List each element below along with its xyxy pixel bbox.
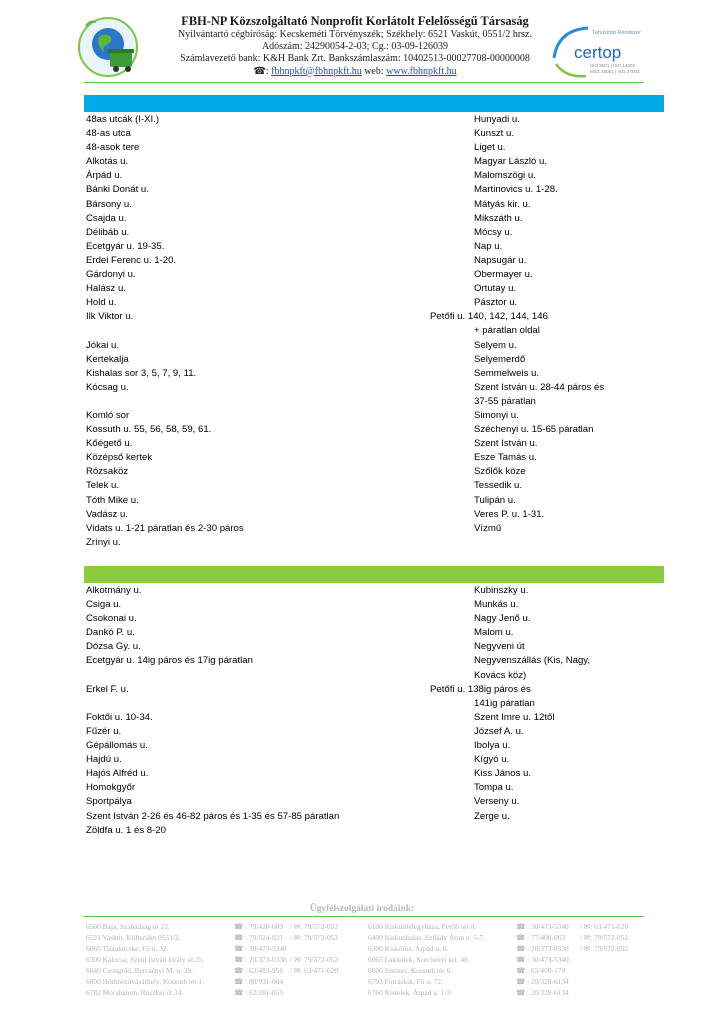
office-phone: ☎ : 77/400-063 [516,933,566,942]
street-left: Csokonai u. [86,613,137,625]
street-left: Középső kertek [86,452,153,464]
street-right: Pásztor u. [474,297,518,309]
office-row [86,965,646,976]
office-phone: ☎ : 30/473-5340 [516,922,569,931]
cert-iso-line-2: MSZ 28001 | ISO 27001 [590,69,640,74]
office-row [86,976,646,987]
street-left: Homokgyőr [86,782,136,794]
office-phone: ☎ : 80/931-004 [234,977,284,986]
street-left: Kőégető u. [86,438,133,450]
header-divider [84,82,644,83]
section-bar-blue [84,95,664,112]
street-right: Kunszt u. [474,128,514,140]
office-phone: ☎ : 30/473-5340 [234,944,287,953]
street-left: Kertekalja [86,353,129,365]
street-right: Obermayer u. [474,269,533,281]
table-row [86,183,666,197]
office-address: 6300 Kalocsa, Szent István király út 35. [86,955,205,964]
table-row [86,310,666,324]
table-row [86,612,666,626]
street-left: Gárdonyi u. [86,269,136,281]
tax-line: Adószám: 24290054-2-03; Cg.: 03-09-126039 [261,41,449,53]
street-right: Negyveni út [474,641,525,653]
table-row [86,824,666,838]
street-left: Szent István 2-26 és 46-82 páros és 1-35 és 57-85 páratlan [86,810,340,822]
office-address: 6500 Baja, Szabadság út 22. [86,922,170,931]
street-right: Martinovics u. 1-28. [474,184,558,196]
table-row [86,781,666,795]
street-right: 141ig páratlan [474,697,535,709]
street-right: Selyemerdő [474,353,526,365]
street-right: Szent István u. [474,438,538,450]
street-left: Rózsaköz [86,466,129,478]
street-left: Sportpálya [86,796,132,808]
table-row [86,282,666,296]
street-left: Alkotás u. [86,156,129,168]
office-address: 6800 Hódmezővásárhely, Kossuth tér 1. [86,977,205,986]
office-row [86,954,646,965]
street-left: Délibáb u. [86,226,130,238]
table-row [86,795,666,809]
office-address: 6300 Kiskőrös, Árpád u. 8. [368,944,449,953]
office-address: 6065 Lakitelek, Széchenyi krt. 48. [368,955,470,964]
street-left: Kishalas sor 3, 5, 7, 9, 11. [86,367,197,379]
office-phone: ☎ : 20/373-0338 [516,944,569,953]
table-row [86,626,666,640]
street-right: Tompa u. [474,782,514,794]
cert-name-text: certop [574,43,622,62]
table-row [86,451,666,465]
table-row [86,226,666,240]
street-left: Csajda u. [86,212,127,224]
table-row [86,598,666,612]
table-row [86,479,666,493]
table-row [86,324,666,338]
office-address: 6521 Vaskút, Külterület 0551/2. [86,933,181,942]
street-left: Vadász u. [86,508,128,520]
street-right: Nap u. [474,240,503,252]
office-fax: / ✉: 79/572-052 [580,933,629,942]
table-row [86,127,666,141]
table-row [86,155,666,169]
street-right: Malomszögi u. [474,170,536,182]
table-row [86,169,666,183]
street-right: Verseny u. [474,796,520,808]
table-row [86,711,666,725]
office-phone: ☎ : 63/400-179 [516,966,566,975]
street-left: Komló sor [86,409,130,421]
street-left: Fűzér u. [86,725,122,737]
office-phone: ☎ : 63/483-956 [234,966,284,975]
office-table [86,921,646,998]
street-right: Széchenyi u. 15-65 páratlan [474,424,594,436]
table-row [86,381,666,395]
table-row [86,697,666,711]
street-left: Tóth Mike u. [86,494,139,506]
street-left: Kossuth u. 55, 56, 58, 59, 61. [86,424,212,436]
table-row [86,669,666,683]
office-row [86,921,646,932]
office-address: 6600 Szentes, Kossuth tér 6. [368,966,453,975]
company-logo [76,14,156,80]
street-right: Semmelweis u. [474,367,540,379]
office-row [86,987,646,998]
street-right: Kovács köz) [474,669,527,681]
street-right: Vízmű [474,522,502,534]
street-left: Kócsag u. [86,381,129,393]
contact-line [160,66,550,78]
street-list-green [86,584,666,838]
office-fax: / ✉: 63/471-620 [290,966,339,975]
table-row [86,753,666,767]
table-row [86,522,666,536]
certop-logo [550,24,646,80]
table-row [86,409,666,423]
street-right: Napsugár u. [474,254,527,266]
street-right: Munkás u. [474,599,519,611]
street-right: Simonyi u. [474,409,519,421]
company-name: FBH-NP Közszolgáltató Nonprofit Korlátolt Felelősségű Társaság [181,14,529,28]
street-right: Mátyás kir. u. [474,198,531,210]
street-right: Petőfi u. 138ig páros és [430,683,531,695]
street-right: Zerge u. [474,810,510,822]
street-left: Vidats u. 1-21 páratlan és 2-30 páros [86,522,244,534]
street-left: Foktői u. 10-34. [86,711,153,723]
footer-title: Ügyfélszolgálati irodáink: [309,904,415,914]
office-row [86,932,646,943]
street-left: Dankó P. u. [86,627,135,639]
street-right: József A. u. [474,725,524,737]
table-row [86,113,666,127]
street-left: Zöldfa u. 1 és 8-20 [86,824,166,836]
table-row [86,654,666,668]
street-left: Bársony u. [86,198,132,210]
street-left: Hajdú u. [86,754,122,766]
street-right: + páratlan oldal [474,325,540,337]
office-address: 6782 Mórahalom, Röszkei út 34. [86,988,184,997]
cert-small-text: Tanúsított Rendszer [592,30,641,36]
office-phone: ☎ : 62/281-055 [234,988,284,997]
street-left: Árpád u. [86,170,123,182]
web-link[interactable]: www.fbhnpkft.hu [386,65,457,77]
street-right: Negyvenszállás (Kis, Nagy, [474,655,591,667]
table-row [86,584,666,598]
street-right: Selyem u. [474,339,517,351]
table-row [86,810,666,824]
street-right: Kígyó u. [474,754,510,766]
street-left: Dózsa Gy. u. [86,641,141,653]
table-row [86,508,666,522]
street-right: Tulipán u. [474,494,516,506]
office-fax: / ✉: 79/572-052 [290,955,339,964]
street-right: Kiss János u. [474,768,532,780]
office-phone: ☎ : 20/328-6134 [516,977,569,986]
table-row [86,423,666,437]
street-left: Hajós Alfréd u. [86,768,149,780]
table-row [86,296,666,310]
street-left: 48-asok tere [86,142,140,154]
table-row [86,339,666,353]
table-row [86,395,666,409]
table-row [86,268,666,282]
street-left: Ecetgyár u. 14ig páros és 17ig páratlan [86,655,253,667]
table-row [86,494,666,508]
street-left: Ecetgyár u. 19-35. [86,240,165,252]
table-row [86,725,666,739]
table-row [86,141,666,155]
table-row [86,683,666,697]
street-right: Nagy Jenő u. [474,613,531,625]
table-row [86,367,666,381]
contact-icon: ☎: [253,65,269,77]
street-right: Ibolya u. [474,740,511,752]
street-right: Tessedik u. [474,480,522,492]
street-right: Mikszáth u. [474,212,523,224]
office-fax: / ✉: 79/572-052 [290,922,339,931]
office-address: 6400 Kiskunhalas, Szilády Áron u. 5-7. [368,933,486,942]
table-row [86,437,666,451]
street-right: Esze Tamás u. [474,452,537,464]
web-label: web: [364,65,384,77]
street-right: Petőfi u. 140, 142, 144, 146 [430,311,548,323]
street-right: Szőlők köze [474,466,526,478]
street-right: Szent Imre u. 12től [474,711,555,723]
office-phone: ☎ : 30/473-5340 [516,955,569,964]
office-address: 6100 Kiskunfélegyháza, Petőfi tér 8. [368,922,477,931]
street-right: Veres P. u. 1-31. [474,508,545,520]
street-right: Malom u. [474,627,514,639]
street-left: Hold u. [86,297,117,309]
table-row [86,739,666,753]
page-header [0,0,724,90]
office-fax: / ✉: 79/572-052 [580,944,629,953]
office-address: 6793 Forráskút, Fő u. 72. [368,977,443,986]
office-address: 6060 Tiszakécske, Fő u. 32. [86,944,169,953]
street-right: Ortutay u. [474,283,517,295]
office-fax: / ✉: 79/572-052 [290,933,339,942]
table-row [86,640,666,654]
street-right: Liget u. [474,142,506,154]
office-phone: ☎ : 20/373-0338 [234,955,287,964]
street-right: Magyar László u. [474,156,548,168]
table-row [86,767,666,781]
street-left: Alkotmány u. [86,585,142,596]
table-row [86,465,666,479]
street-right: Hunyadi u. [474,114,520,125]
office-fax: / ✉: 63/471-620 [580,922,629,931]
street-right: Szent István u. 28-44 páros és [474,381,605,393]
street-right: Mócsy u. [474,226,513,238]
table-row [86,353,666,367]
street-list-blue [86,113,666,550]
email-link[interactable]: fbhnpkft@fbhnpkft.hu [271,65,362,77]
registry-line: Nyilvántartó cégbíróság: Kecskeméti Törvényszék; Székhely: 6521 Vaskút, 0551/2 hrsz. [178,29,532,40]
office-address: 6640 Csongrád, Bercsényi M. u. 39. [86,966,193,975]
street-left: Erkel F. u. [86,683,129,695]
street-right: 37-55 páratlan [474,395,536,407]
street-right: Kubinszky u. [474,585,529,596]
street-left: Telek u. [86,480,120,492]
table-row [86,212,666,226]
office-phone: ☎ : 79/420-609 [234,922,284,931]
street-left: Erdei Ferenc u. 1-20. [86,254,177,266]
street-left: 48as utcák (I-XI.) [86,114,160,125]
street-left: Ilk Viktor u. [86,311,134,323]
section-bar-green [84,566,664,583]
table-row [86,536,666,550]
street-left: Jókai u. [86,339,120,351]
table-row [86,198,666,212]
table-row [86,254,666,268]
street-left: Csiga u. [86,599,122,611]
office-phone: ☎ : 79/524-821 [234,933,284,942]
street-left: Bánki Donát u. [86,184,149,196]
bank-line: Számlavezető bank: K&H Bank Zrt. Bankszámlaszám: 10402513-00027708-00000008 [180,53,530,65]
office-row [86,943,646,954]
office-address: 6760 Kistelek, Árpád u. 1-3. [368,988,453,997]
cert-iso-line-1: ISO 9001 | ISO 14001 [590,63,636,68]
street-left: 48-as utca [86,128,131,140]
street-left: Gépállomás u. [86,740,148,752]
table-row [86,240,666,254]
street-left: Halász u. [86,283,126,295]
street-left: Zrínyi u. [86,536,121,548]
footer-divider [84,916,644,917]
office-phone: ☎ : 20/328-6134 [516,988,569,997]
